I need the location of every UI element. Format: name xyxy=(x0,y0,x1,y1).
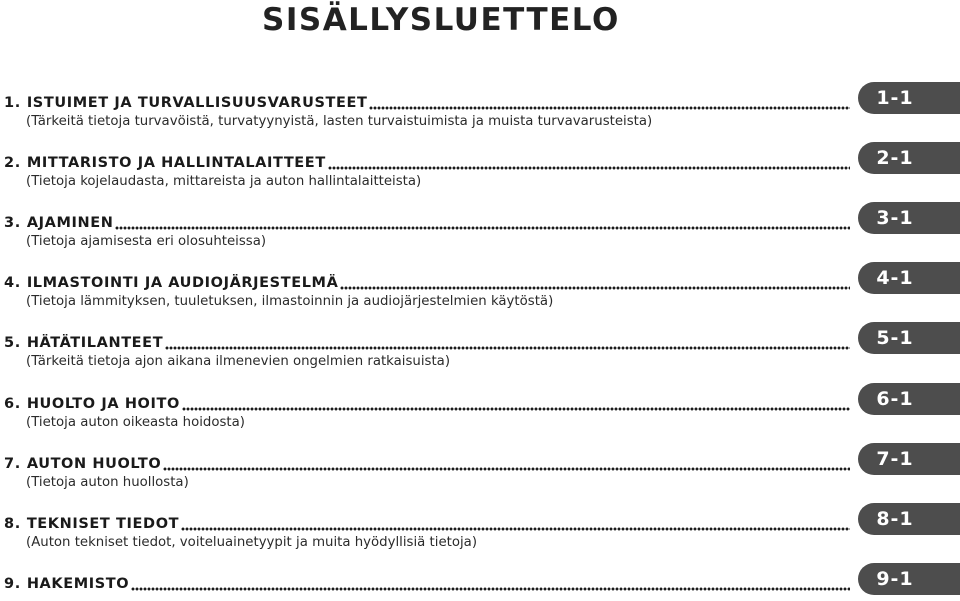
leader-dots xyxy=(340,274,850,292)
page-number: 9-1 xyxy=(876,568,914,590)
leader-dots xyxy=(328,154,850,172)
entry-title[interactable]: HÄTÄTILANTEET xyxy=(26,335,164,351)
entry-number: 5. xyxy=(4,335,21,351)
entry-title[interactable]: AJAMINEN xyxy=(26,215,114,231)
entry-number: 2. xyxy=(4,155,21,171)
toc-entry[interactable] xyxy=(0,207,960,268)
entry-title[interactable]: MITTARISTO JA HALLINTALAITTEET xyxy=(26,155,326,171)
entry-description: (Tietoja ajamisesta eri olosuhteissa) xyxy=(26,234,267,249)
entry-number: 3. xyxy=(4,215,21,231)
entry-number: 8. xyxy=(4,516,21,532)
entry-title[interactable]: TEKNISET TIEDOT xyxy=(26,516,180,532)
page-tab[interactable] xyxy=(858,503,960,535)
entry-number: 7. xyxy=(4,456,21,472)
page-tab[interactable] xyxy=(858,202,960,234)
page-number: 2-1 xyxy=(876,147,914,169)
entry-heading-row xyxy=(4,334,850,352)
entry-title[interactable]: HAKEMISTO xyxy=(26,576,130,592)
entry-title[interactable]: ILMASTOINTI JA AUDIOJÄRJESTELMÄ xyxy=(26,275,339,291)
page-tab[interactable] xyxy=(858,262,960,294)
leader-dots xyxy=(163,455,850,473)
entry-heading-row xyxy=(4,455,850,473)
toc-entry[interactable] xyxy=(0,388,960,449)
entry-description: (Tietoja auton huollosta) xyxy=(26,475,189,490)
entry-number: 9. xyxy=(4,576,21,592)
toc-entry[interactable] xyxy=(0,267,960,328)
entry-number: 4. xyxy=(4,275,21,291)
page-number: 1-1 xyxy=(876,87,914,109)
page-number: 4-1 xyxy=(876,267,914,289)
toc-entry[interactable] xyxy=(0,87,960,148)
entry-description: (Tietoja auton oikeasta hoidosta) xyxy=(26,415,245,430)
leader-dots xyxy=(182,395,850,413)
toc-entry[interactable] xyxy=(0,147,960,208)
entry-heading-row xyxy=(4,214,850,232)
entry-heading-row xyxy=(4,515,850,533)
toc-entry[interactable] xyxy=(0,508,960,569)
entry-description: (Tärkeitä tietoja ajon aikana ilmenevien ongelmien ratkaisuista) xyxy=(26,354,451,369)
page-tab[interactable] xyxy=(858,563,960,595)
entry-description: (Auton tekniset tiedot, voiteluainetyypit ja muita hyödyllisiä tietoja) xyxy=(26,535,478,550)
entry-heading-row xyxy=(4,154,850,172)
page-number: 6-1 xyxy=(876,388,914,410)
entry-description: (Tietoja kojelaudasta, mittareista ja auton hallintalaitteista) xyxy=(26,174,422,189)
entry-title[interactable]: AUTON HUOLTO xyxy=(26,456,162,472)
leader-dots xyxy=(181,515,850,533)
page-number: 3-1 xyxy=(876,207,914,229)
entry-title[interactable]: HUOLTO JA HOITO xyxy=(26,396,180,412)
leader-dots xyxy=(131,575,850,593)
page-title: SISÄLLYSLUETTELO xyxy=(262,2,620,38)
entry-heading-row xyxy=(4,274,850,292)
page-tab[interactable] xyxy=(858,443,960,475)
entry-number: 1. xyxy=(4,95,21,111)
leader-dots xyxy=(369,94,850,112)
entry-description: (Tietoja lämmityksen, tuuletuksen, ilmastoinnin ja audiojärjestelmien käytöstä) xyxy=(26,294,554,309)
toc-entry[interactable] xyxy=(0,327,960,388)
toc-entry[interactable] xyxy=(0,568,960,601)
page-number: 8-1 xyxy=(876,508,914,530)
page-tab[interactable] xyxy=(858,383,960,415)
entry-heading-row xyxy=(4,575,850,593)
entry-heading-row xyxy=(4,395,850,413)
entry-heading-row xyxy=(4,94,850,112)
page-number: 5-1 xyxy=(876,327,914,349)
toc-entry[interactable] xyxy=(0,448,960,509)
entry-description: (Tärkeitä tietoja turvavöistä, turvatyynyistä, lasten turvaistuimista ja muista turvavarusteista) xyxy=(26,114,653,129)
page-number: 7-1 xyxy=(876,448,914,470)
page-tab[interactable] xyxy=(858,142,960,174)
entry-number: 6. xyxy=(4,396,21,412)
entry-title[interactable]: ISTUIMET JA TURVALLISUUSVARUSTEET xyxy=(26,95,368,111)
page-tab[interactable] xyxy=(858,322,960,354)
leader-dots xyxy=(165,334,850,352)
leader-dots xyxy=(115,214,850,232)
page-tab[interactable] xyxy=(858,82,960,114)
